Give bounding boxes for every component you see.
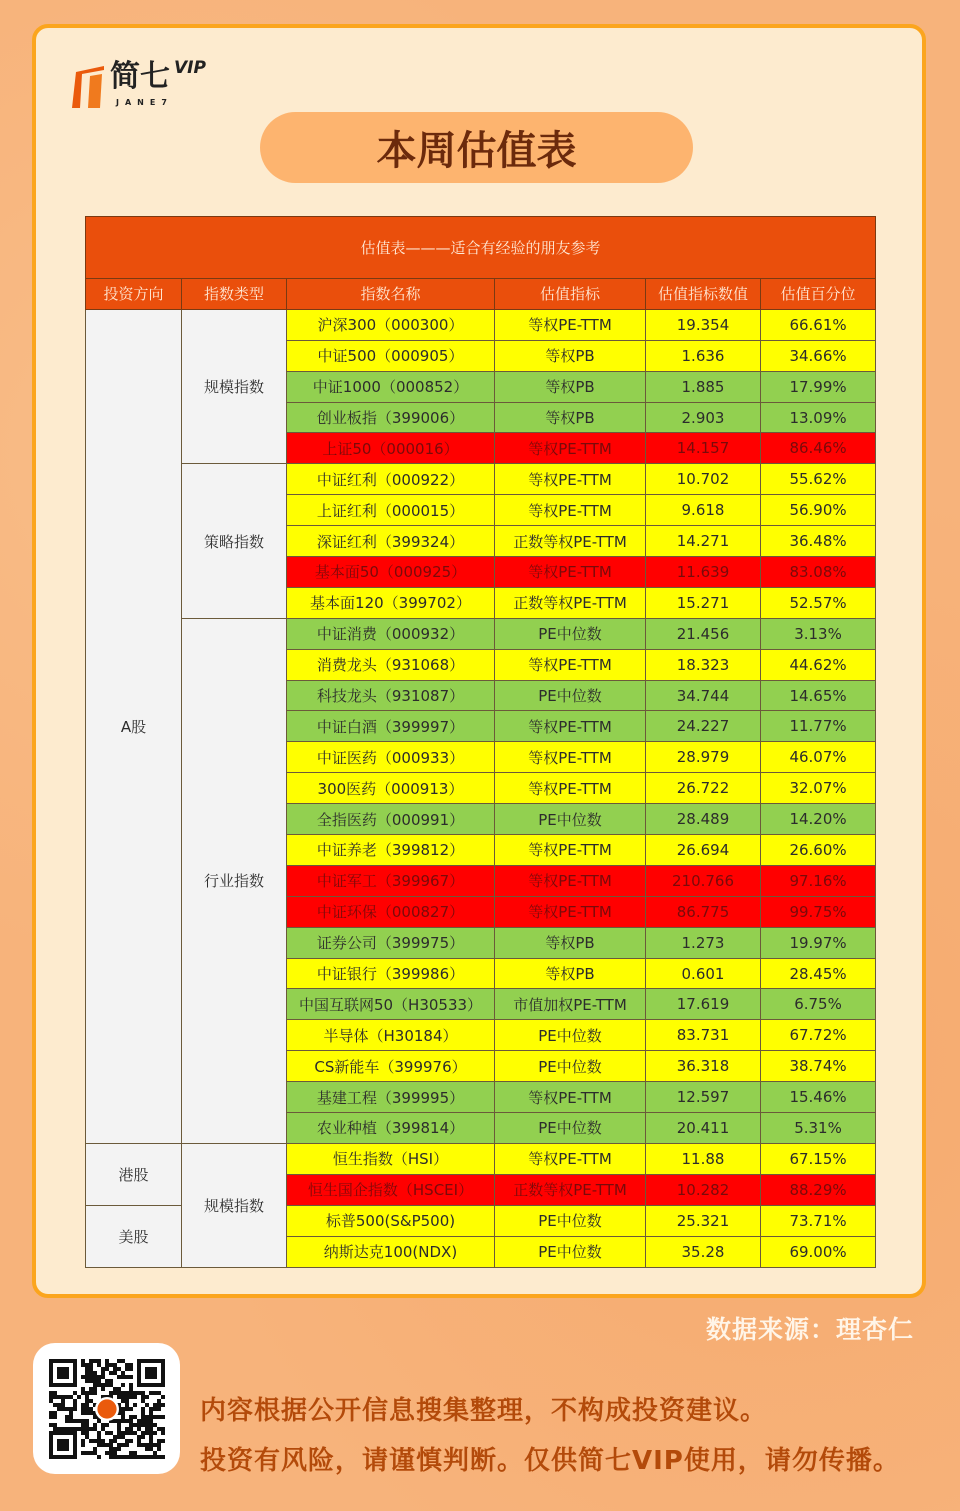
cell-value: 2.903 [646, 402, 761, 433]
cell-pct: 17.99% [761, 371, 876, 402]
cell-pct: 55.62% [761, 464, 876, 495]
cell-value: 21.456 [646, 618, 761, 649]
table-row [86, 464, 876, 495]
column-header: 投资方向 [86, 279, 182, 310]
cell-pct: 11.77% [761, 711, 876, 742]
valuation-table [85, 216, 876, 1268]
cell-name: 深证红利（399324） [287, 526, 495, 557]
cell-metric: PE中位数 [495, 1236, 646, 1267]
cell-value: 24.227 [646, 711, 761, 742]
column-header: 估值指标数值 [646, 279, 761, 310]
cell-value: 83.731 [646, 1020, 761, 1051]
cell-pct: 13.09% [761, 402, 876, 433]
cell-pct: 83.08% [761, 557, 876, 588]
logo-sub: JANE7 [116, 98, 173, 107]
column-header: 估值指标 [495, 279, 646, 310]
cell-value: 11.88 [646, 1143, 761, 1174]
logo-text: 简七 [110, 59, 170, 94]
cell-name: 基本面120（399702） [287, 587, 495, 618]
qr-code[interactable] [33, 1343, 180, 1474]
index-type-cell: 规模指数 [182, 309, 287, 463]
cell-pct: 19.97% [761, 927, 876, 958]
market-cell: 港股 [86, 1143, 182, 1205]
cell-value: 19.354 [646, 309, 761, 340]
cell-name: 沪深300（000300） [287, 309, 495, 340]
cell-name: 恒生国企指数（HSCEI） [287, 1174, 495, 1205]
cell-value: 14.271 [646, 526, 761, 557]
cell-value: 18.323 [646, 649, 761, 680]
market-cell: 美股 [86, 1205, 182, 1267]
cell-name: 中证军工（399967） [287, 865, 495, 896]
cell-name: 创业板指（399006） [287, 402, 495, 433]
cell-name: 中证1000（000852） [287, 371, 495, 402]
cell-pct: 52.57% [761, 587, 876, 618]
cell-metric: 等权PE-TTM [495, 433, 646, 464]
cell-metric: 等权PE-TTM [495, 711, 646, 742]
cell-metric: 等权PE-TTM [495, 309, 646, 340]
cell-value: 26.722 [646, 773, 761, 804]
table-header-row [86, 279, 876, 310]
cell-name: 标普500(S&P500) [287, 1205, 495, 1236]
cell-value: 1.885 [646, 371, 761, 402]
cell-pct: 44.62% [761, 649, 876, 680]
disclaimer-line-2: 投资有风险，请谨慎判断。仅供简七VIP使用，请勿传播。 [200, 1446, 900, 1476]
table-row [86, 1143, 876, 1174]
cell-name: 上证50（000016） [287, 433, 495, 464]
table-row [86, 309, 876, 340]
cell-value: 14.157 [646, 433, 761, 464]
cell-pct: 46.07% [761, 742, 876, 773]
cell-metric: 正数等权PE-TTM [495, 1174, 646, 1205]
cell-metric: 等权PE-TTM [495, 495, 646, 526]
cell-name: 中国互联网50（H30533） [287, 989, 495, 1020]
cell-metric: PE中位数 [495, 680, 646, 711]
cell-metric: 市值加权PE-TTM [495, 989, 646, 1020]
cell-name: 基本面50（000925） [287, 557, 495, 588]
table-row [86, 618, 876, 649]
cell-name: 中证消费（000932） [287, 618, 495, 649]
cell-value: 9.618 [646, 495, 761, 526]
cell-pct: 26.60% [761, 835, 876, 866]
cell-pct: 66.61% [761, 309, 876, 340]
cell-pct: 67.15% [761, 1143, 876, 1174]
cell-value: 86.775 [646, 896, 761, 927]
cell-pct: 32.07% [761, 773, 876, 804]
cell-pct: 67.72% [761, 1020, 876, 1051]
data-source: 数据来源：理杏仁 [705, 1315, 914, 1344]
cell-name: 消费龙头（931068） [287, 649, 495, 680]
cell-name: 中证银行（399986） [287, 958, 495, 989]
cell-metric: 等权PE-TTM [495, 557, 646, 588]
cell-value: 35.28 [646, 1236, 761, 1267]
cell-metric: 正数等权PE-TTM [495, 526, 646, 557]
cell-value: 28.979 [646, 742, 761, 773]
cell-metric: 等权PB [495, 371, 646, 402]
index-type-cell: 策略指数 [182, 464, 287, 618]
qr-code-icon [49, 1359, 165, 1459]
cell-pct: 15.46% [761, 1082, 876, 1113]
cell-metric: 等权PB [495, 340, 646, 371]
cell-metric: 等权PB [495, 402, 646, 433]
cell-pct: 86.46% [761, 433, 876, 464]
cell-name: 中证红利（000922） [287, 464, 495, 495]
cell-value: 1.636 [646, 340, 761, 371]
cell-name: 中证白酒（399997） [287, 711, 495, 742]
cell-value: 28.489 [646, 804, 761, 835]
cell-pct: 69.00% [761, 1236, 876, 1267]
cell-metric: PE中位数 [495, 804, 646, 835]
cell-name: 上证红利（000015） [287, 495, 495, 526]
cell-pct: 97.16% [761, 865, 876, 896]
cell-metric: 等权PE-TTM [495, 1143, 646, 1174]
cell-value: 11.639 [646, 557, 761, 588]
cell-name: 基建工程（399995） [287, 1082, 495, 1113]
cell-value: 17.619 [646, 989, 761, 1020]
cell-pct: 3.13% [761, 618, 876, 649]
cell-value: 25.321 [646, 1205, 761, 1236]
cell-value: 10.282 [646, 1174, 761, 1205]
cell-metric: 正数等权PE-TTM [495, 587, 646, 618]
cell-pct: 14.65% [761, 680, 876, 711]
cell-metric: PE中位数 [495, 618, 646, 649]
cell-name: 恒生指数（HSI） [287, 1143, 495, 1174]
cell-metric: 等权PE-TTM [495, 835, 646, 866]
cell-name: 300医药（000913） [287, 773, 495, 804]
cell-value: 36.318 [646, 1051, 761, 1082]
cell-metric: 等权PE-TTM [495, 464, 646, 495]
cell-value: 26.694 [646, 835, 761, 866]
cell-value: 0.601 [646, 958, 761, 989]
cell-name: 中证养老（399812） [287, 835, 495, 866]
index-type-cell: 行业指数 [182, 618, 287, 1143]
cell-pct: 56.90% [761, 495, 876, 526]
logo-mark-icon [70, 64, 106, 110]
cell-value: 15.271 [646, 587, 761, 618]
cell-metric: 等权PE-TTM [495, 773, 646, 804]
cell-name: 中证医药（000933） [287, 742, 495, 773]
cell-name: 纳斯达克100(NDX) [287, 1236, 495, 1267]
cell-value: 10.702 [646, 464, 761, 495]
cell-value: 20.411 [646, 1113, 761, 1144]
column-header: 估值百分位 [761, 279, 876, 310]
cell-name: 科技龙头（931087） [287, 680, 495, 711]
cell-pct: 28.45% [761, 958, 876, 989]
page-title: 本周估值表 [260, 112, 693, 183]
column-header: 指数类型 [182, 279, 287, 310]
cell-name: CS新能车（399976） [287, 1051, 495, 1082]
cell-value: 34.744 [646, 680, 761, 711]
cell-name: 农业种植（399814） [287, 1113, 495, 1144]
cell-metric: PE中位数 [495, 1051, 646, 1082]
cell-name: 证券公司（399975） [287, 927, 495, 958]
cell-metric: PE中位数 [495, 1020, 646, 1051]
cell-metric: 等权PE-TTM [495, 649, 646, 680]
market-cell: A股 [86, 309, 182, 1143]
cell-metric: PE中位数 [495, 1113, 646, 1144]
disclaimer-line-1: 内容根据公开信息搜集整理，不构成投资建议。 [200, 1396, 768, 1426]
cell-pct: 38.74% [761, 1051, 876, 1082]
cell-metric: 等权PE-TTM [495, 865, 646, 896]
index-type-cell: 规模指数 [182, 1143, 287, 1267]
cell-value: 210.766 [646, 865, 761, 896]
cell-name: 中证环保（000827） [287, 896, 495, 927]
cell-pct: 14.20% [761, 804, 876, 835]
cell-metric: 等权PE-TTM [495, 742, 646, 773]
cell-name: 半导体（H30184） [287, 1020, 495, 1051]
brand-logo [70, 60, 206, 110]
logo-vip: VIP [174, 58, 206, 78]
cell-metric: 等权PE-TTM [495, 1082, 646, 1113]
cell-metric: PE中位数 [495, 1205, 646, 1236]
cell-metric: 等权PB [495, 927, 646, 958]
column-header: 指数名称 [287, 279, 495, 310]
cell-value: 1.273 [646, 927, 761, 958]
table-caption: 估值表———适合有经验的朋友参考 [86, 217, 876, 279]
cell-pct: 6.75% [761, 989, 876, 1020]
cell-metric: 等权PE-TTM [495, 896, 646, 927]
cell-pct: 5.31% [761, 1113, 876, 1144]
cell-name: 中证500（000905） [287, 340, 495, 371]
cell-name: 全指医药（000991） [287, 804, 495, 835]
cell-pct: 73.71% [761, 1205, 876, 1236]
cell-pct: 88.29% [761, 1174, 876, 1205]
cell-pct: 34.66% [761, 340, 876, 371]
cell-pct: 99.75% [761, 896, 876, 927]
cell-value: 12.597 [646, 1082, 761, 1113]
cell-pct: 36.48% [761, 526, 876, 557]
cell-metric: 等权PB [495, 958, 646, 989]
